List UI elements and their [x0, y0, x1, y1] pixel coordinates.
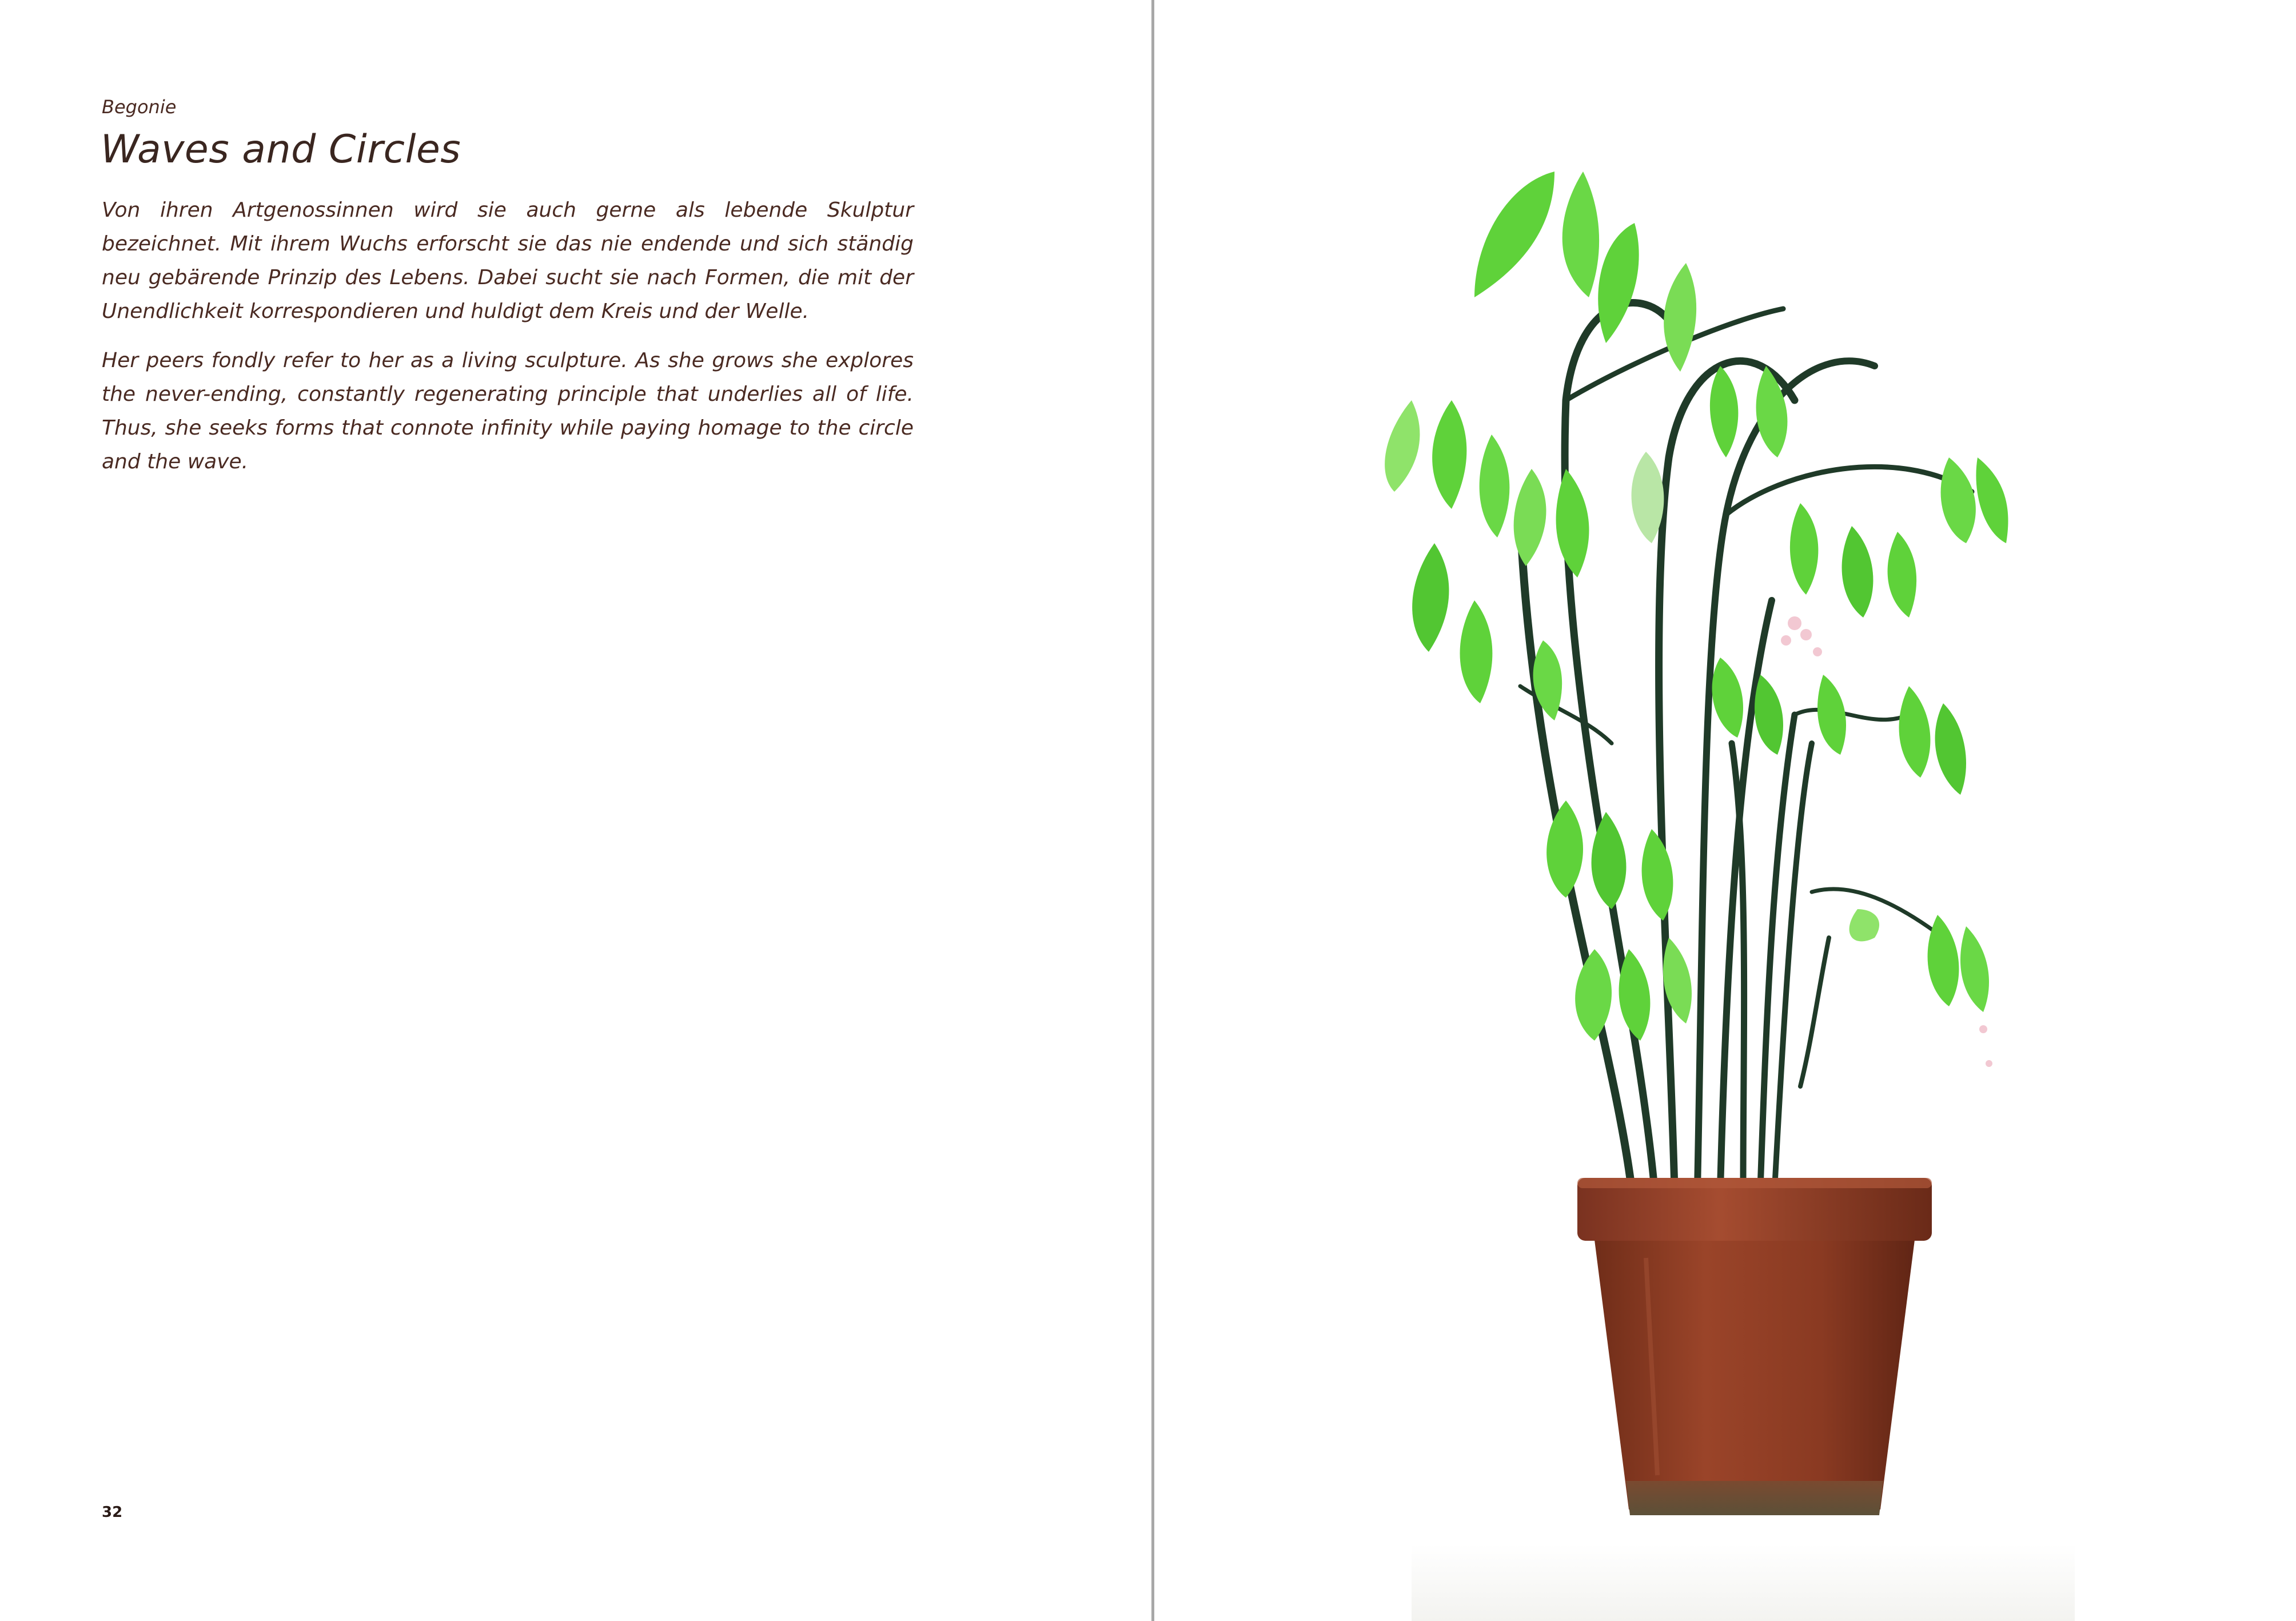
begonia-photo	[1154, 0, 2296, 1621]
begonia-flowers	[1781, 616, 1992, 1067]
page-number: 32	[102, 1504, 123, 1521]
paragraph-english: Her peers fondly refer to her as a living sculpture. As she grows she explores the never-ending, constantly regenerating principle that underlies all of life. Thus, she seeks forms that connote infinity while paying homage to the circle and the wave.	[102, 349, 914, 473]
page-title: Waves and Circles	[101, 127, 461, 172]
plant-leaves	[1385, 172, 2008, 1041]
pedestal-shape	[1412, 1544, 2075, 1621]
terracotta-pot	[1577, 1178, 1932, 1515]
right-page	[1154, 0, 2296, 1621]
section-kicker: Begonie	[102, 96, 177, 118]
paragraph-german: Von ihren Artgenossinnen wird sie auch gerne als lebende Skulptur bezeichnet. Mit ihrem Wuchs erforscht sie das nie endende und sich ständig neu gebärende Prinzip des Lebens. Dabei sucht sie nach Formen, die mit der Unendlichkeit korrespondieren und huldigt dem Kreis und der Welle.	[102, 198, 914, 323]
